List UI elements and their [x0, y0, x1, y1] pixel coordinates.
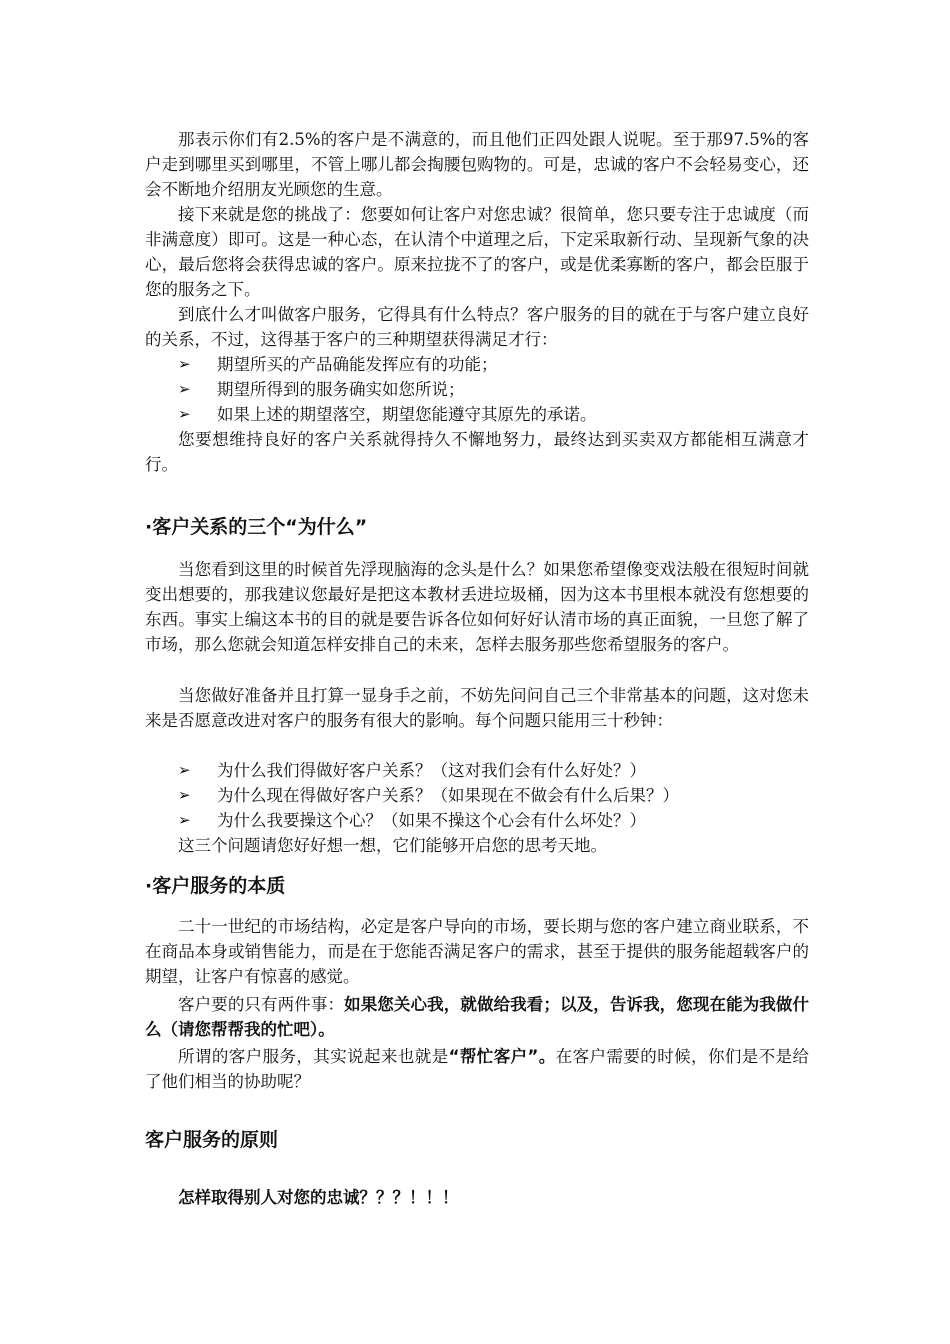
arrowhead-icon: ➢	[178, 786, 191, 804]
expectations-list	[145, 352, 809, 427]
paragraph-21st-century-market: 二十一世纪的市场结构，必定是客户导向的市场，要长期与您的客户建立商业联系，不在商品本身或销售能力，而是在于您能否满足客户的需求，甚至于提供的服务能超载客户的期望，让客户有惊喜的感觉。	[145, 917, 809, 986]
list-item: ➢ 为什么我们得做好客户关系？（这对我们会有什么好处？）	[145, 758, 809, 783]
arrowhead-icon: ➢	[178, 761, 191, 779]
emphasis-text: “帮忙客户”。	[448, 1047, 556, 1066]
paragraph-three-questions: 当您做好准备并且打算一显身手之前，不妨先问问自己三个非常基本的问题，这对您未来是否愿意改进对客户的服务有很大的影响。每个问题只能用三十秒钟：	[145, 686, 809, 730]
paragraph-first-thought: 当您看到这里的时候首先浮现脑海的念头是什么？如果您希望像变戏法般在很短时间就变出想要的，那我建议您最好是把这本教材丢进垃圾桶，因为这本书里根本就没有您想要的东西。事实上编这本书的目的就是要告诉各位如何好好认清市场的真正面貌，一旦您了解了市场，那么您就会知道怎样安排自己的未来，怎样去服务那些您希望服务的客户。	[145, 560, 809, 654]
list-item: ➢ 期望所买的产品确能发挥应有的功能；	[145, 352, 809, 377]
questions-list	[145, 758, 809, 833]
paragraph-two-things: 客户要的只有两件事：如果您关心我，就做给我看；以及，告诉我，您现在能为我做什么（请您帮帮我的忙吧）。	[145, 995, 810, 1039]
list-item: ➢ 为什么现在得做好客户关系？（如果现在不做会有什么后果？）	[145, 783, 809, 808]
paragraph-loyalty-challenge: 接下来就是您的挑战了：您要如何让客户对您忠诚？很简单，您只要专注于忠诚度（而非满意度）即可。这是一种心态，在认清个中道理之后，下定采取新行动、呈现新气象的决心，最后您将会获得忠诚的客户。原来拉拢不了的客户，或是优柔寡断的客户，都会臣服于您的服务之下。	[145, 205, 809, 299]
arrowhead-icon: ➢	[178, 811, 191, 829]
list-item: ➢ 期望所得到的服务确实如您所说；	[145, 377, 809, 402]
paragraph-help-customers: 所谓的客户服务，其实说起来也就是“帮忙客户”。在客户需要的时候，你们是不是给了他们相当的协助呢？	[145, 1047, 810, 1091]
arrowhead-icon: ➢	[178, 405, 191, 423]
paragraph-maintain-relationship: 您要想维持良好的客户关系就得持久不懈地努力，最终达到买卖双方都能相互满意才行。	[145, 430, 809, 474]
section-heading-three-whys: ·客户关系的三个“为什么”	[145, 516, 368, 538]
section-heading-service-essence: ·客户服务的本质	[145, 875, 286, 897]
paragraph-dissatisfied-customers: 那表示你们有2.5%的客户是不满意的，而且他们正四处跟人说呢。至于那97.5%的客户走到哪里买到哪里，不管上哪儿都会掏腰包购物的。可是，忠诚的客户不会轻易变心，还会不断地介绍朋友光顾您的生意。	[145, 130, 809, 199]
paragraph-customer-service-definition: 到底什么才叫做客户服务，它得具有什么特点？客户服务的目的就在于与客户建立良好的关系，不过，这得基于客户的三种期望获得满足才行：	[145, 305, 809, 349]
list-item: ➢ 为什么我要操这个心？（如果不操这个心会有什么坏处？）	[145, 808, 809, 833]
paragraph-think-questions: 这三个问题请您好好想一想，它们能够开启您的思考天地。	[178, 836, 607, 855]
emphasis-text: 如果您关心我，就做给我看；以及，告诉我，您现在能为我做什么（请您帮帮我的忙吧）。	[145, 995, 810, 1039]
arrowhead-icon: ➢	[178, 380, 191, 398]
arrowhead-icon: ➢	[178, 355, 191, 373]
list-item: ➢ 如果上述的期望落空，期望您能遵守其原先的承诺。	[145, 402, 809, 427]
section-heading-service-principles: 客户服务的原则	[145, 1129, 279, 1151]
subheading-gain-loyalty: 怎样取得别人对您的忠诚？？？！！！	[178, 1188, 459, 1207]
